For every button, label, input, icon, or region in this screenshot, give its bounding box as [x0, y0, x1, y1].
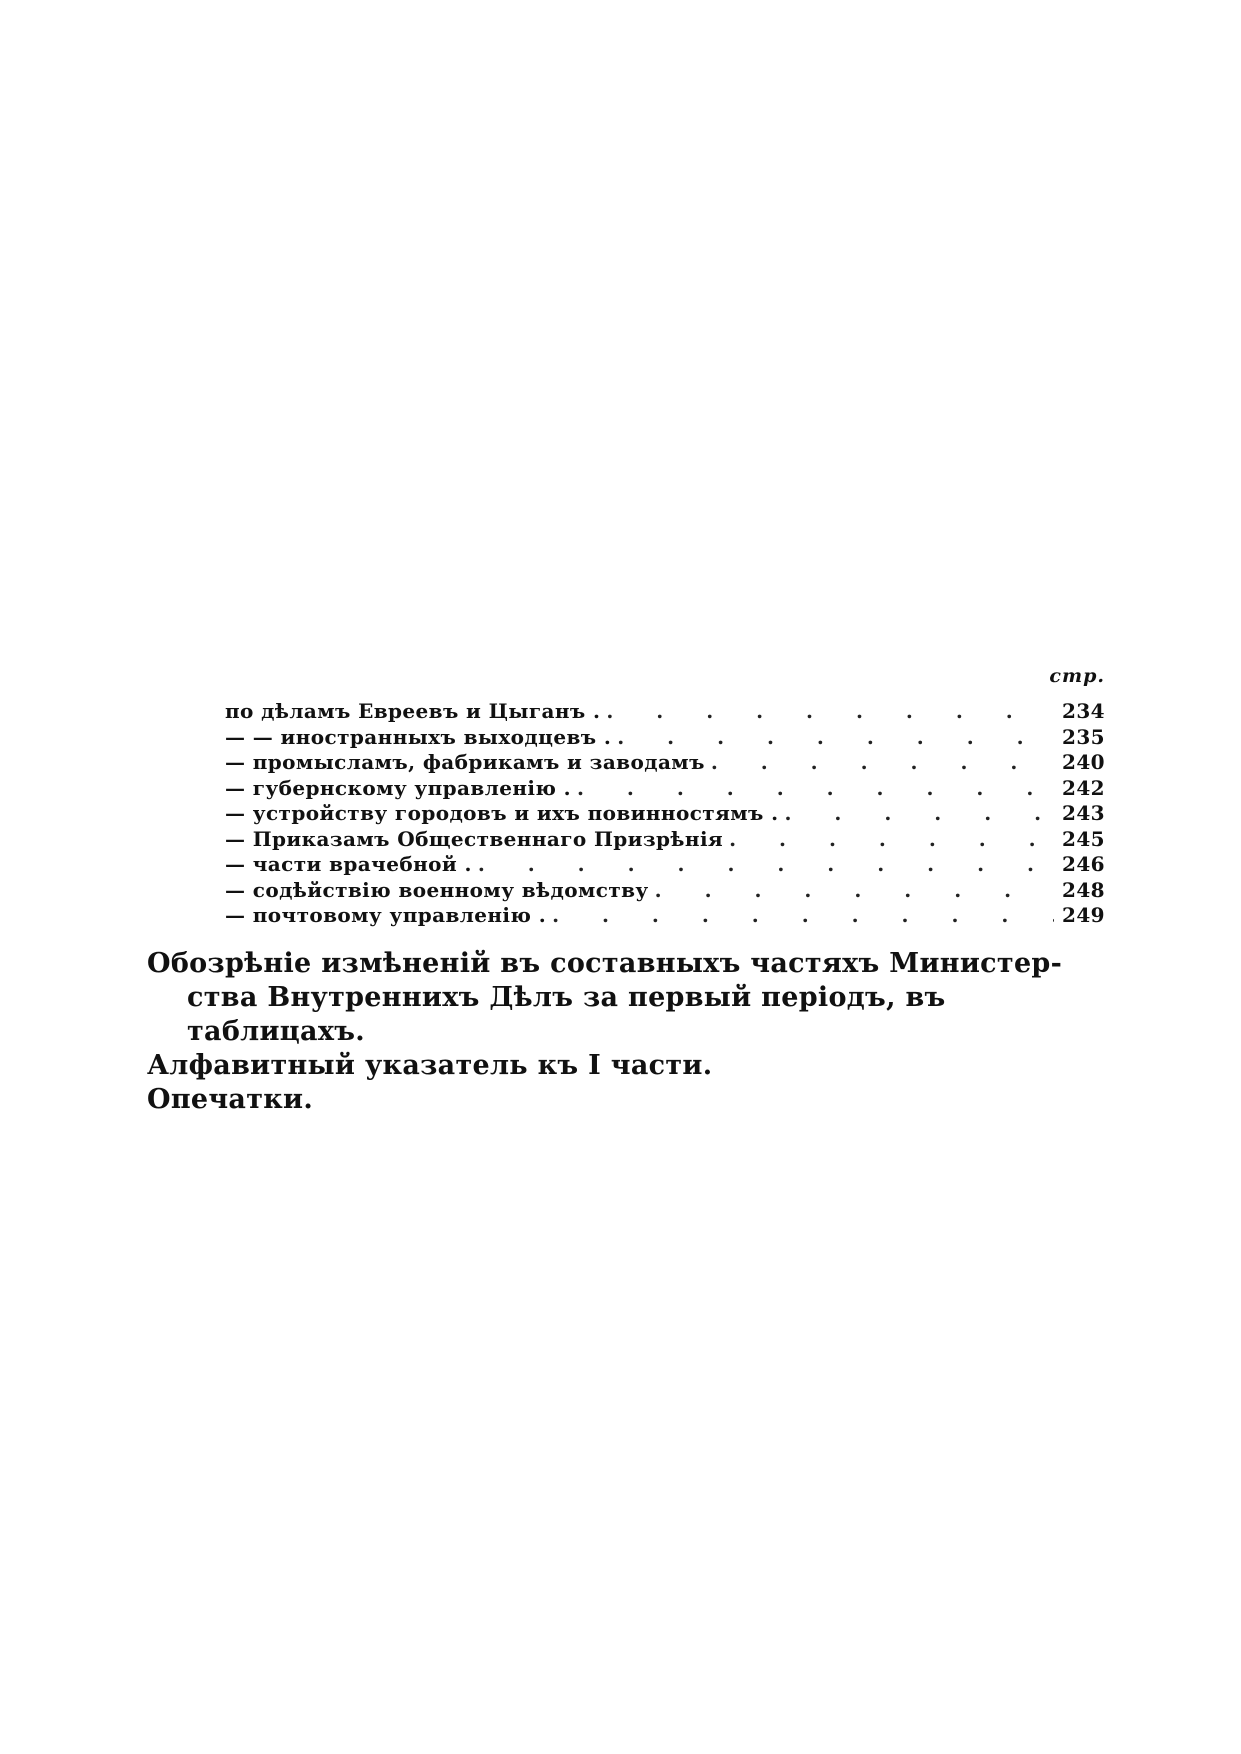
review-entry: [147, 947, 1107, 1049]
index-entry: Алфавитный указатель къ I части.: [147, 1050, 713, 1081]
dot-leader: [729, 827, 1054, 851]
toc-entry-page: 248: [1062, 877, 1105, 902]
toc-entry-title: — устройству городовъ и ихъ повинностямъ .: [225, 801, 779, 825]
page-column-header: стр.: [1049, 665, 1105, 687]
dot-leader: [552, 903, 1054, 927]
review-entry-line-1: Обозрѣніе измѣненій въ составныхъ частяхъ Министер-: [147, 948, 1063, 979]
toc-entry: [225, 801, 1105, 827]
toc-entry-page: 242: [1062, 775, 1105, 800]
toc-entry-page: 235: [1062, 724, 1105, 749]
review-entry-line-2: ства Внутреннихъ Дѣлъ за первый періодъ, въ таблицахъ.: [187, 982, 946, 1047]
toc-entry-title: — почтовому управленію .: [225, 903, 547, 927]
toc-entry-page: 243: [1062, 801, 1105, 825]
dot-leader: [577, 776, 1054, 800]
main-entries: [147, 947, 1107, 1117]
toc-entry-title: — — иностранныхъ выходцевъ .: [225, 724, 612, 749]
toc-entry-title: — части врачебной .: [225, 852, 472, 876]
toc-entry-title: — Приказамъ Общественнаго Призрѣнія: [225, 826, 724, 851]
toc-list: [225, 699, 1105, 929]
toc-entry: [225, 776, 1105, 802]
toc-entry-page: 245: [1062, 826, 1105, 851]
toc-entry: [225, 699, 1105, 725]
toc-entry: [225, 827, 1105, 853]
toc-entry-title: — промысламъ, фабрикамъ и заводамъ: [225, 750, 705, 774]
toc-entry-title: — содѣйствію военному вѣдомству: [225, 877, 649, 902]
dot-leader: [617, 725, 1054, 749]
dot-leader: [655, 878, 1054, 902]
toc-entry: [225, 878, 1105, 904]
errata-entry: Опечатки.: [147, 1084, 314, 1115]
dot-leader: [711, 750, 1054, 774]
toc-entry-title: по дѣламъ Евреевъ и Цыганъ .: [225, 699, 601, 723]
toc-entry: [225, 725, 1105, 751]
toc-entry: [225, 750, 1105, 776]
toc-entry: [225, 903, 1105, 929]
toc-entry: [225, 852, 1105, 878]
dot-leader: [478, 852, 1054, 876]
toc-entry-page: 240: [1062, 750, 1105, 774]
toc-entry-title: — губернскому управленію .: [225, 775, 571, 800]
dot-leader: [785, 801, 1055, 825]
toc-entry-page: 249: [1062, 903, 1105, 927]
toc-entry-page: 234: [1062, 699, 1105, 723]
toc-entry-page: 246: [1062, 852, 1105, 876]
dot-leader: [606, 699, 1054, 723]
